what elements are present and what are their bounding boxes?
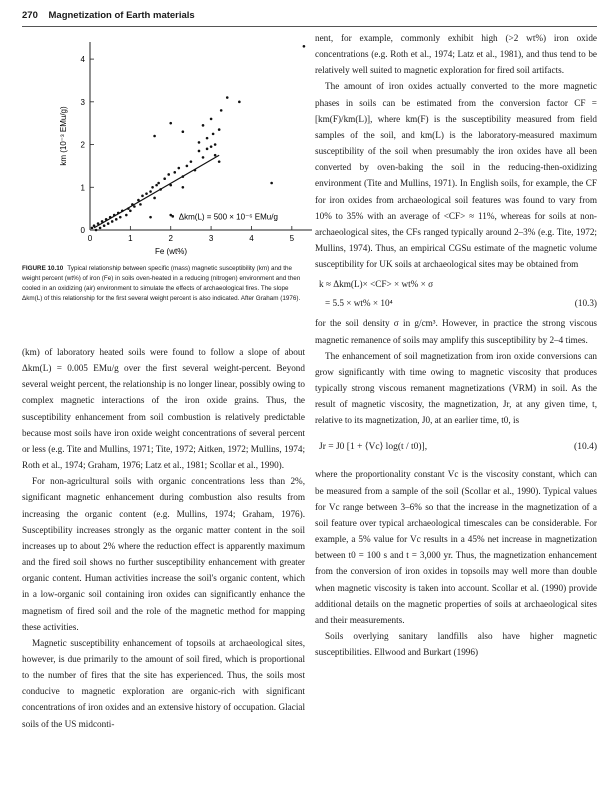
data-point bbox=[139, 203, 142, 206]
x-tick-label: 1 bbox=[128, 234, 133, 243]
data-point bbox=[115, 218, 118, 221]
data-point bbox=[206, 148, 209, 151]
data-point bbox=[214, 143, 217, 146]
data-point bbox=[149, 190, 152, 193]
equation-10-4 bbox=[315, 428, 597, 466]
slope-annotation: Δkm(L) = 500 × 10⁻⁶ EMu/g bbox=[178, 212, 278, 222]
data-point bbox=[119, 216, 122, 219]
equation-line: = 5.5 × wt% × 10⁴ bbox=[325, 298, 393, 309]
paragraph: Soils overlying sanitary landfills also have higher magnetic susceptibilities. Ellwood and Burkart (1996) bbox=[315, 631, 597, 658]
x-axis-label: Fe (wt%) bbox=[155, 247, 187, 256]
data-point bbox=[97, 222, 100, 225]
equation-number: (10.4) bbox=[574, 442, 597, 453]
equation-number: (10.3) bbox=[574, 298, 597, 309]
y-axis-label: km (10⁻³ EMu/g) bbox=[59, 106, 68, 166]
paragraph: where the proportionality constant Vc is the viscosity constant, which can be measured from a sample of the soil (Scollar et al., 1990). Typical values for Vc range between 3–6% so that the increase in the magnetization of a soil feature over typical archaeological timescales can be considerable. For example, a 5% value for Vc results in a 45% net increase in magnetization between t0 = 100 s and t = 3,000 yr. Thus, the magnetization enhancement from the conversion of iron oxides in topsoils may well more than double when magnetic viscosity is taken into account. Scollar et al. (1990) provide additional details on the magnetic properties of soils at archaeological sites and their measurements. bbox=[315, 469, 597, 625]
data-point bbox=[121, 209, 124, 212]
data-point bbox=[238, 101, 241, 104]
equation-line: Jr = J0 [1 + ⟨Vc⟩ log(t / t0)], bbox=[319, 442, 428, 453]
data-point bbox=[107, 222, 110, 225]
x-tick-label: 4 bbox=[249, 234, 254, 243]
paragraph: For non-agricultural soils with organic concentrations less than 2%, significant magnetic enhancement during combustion also results from increasing the organic content (e.g. Mullins, 1974; Graham, 1976). Susceptibility increases strongly as the organic matter content in the soil increases up to about 2% where the reduction effect is apparently maximum and the fired soil shows no further susceptibility enhancement with greater organic content. Human activities increase the soil's organic content, which in a low-organic soil containing iron oxides can significantly enhance the magnetism of fired soil and the role of the magnetic method for mapping these activities. bbox=[22, 476, 305, 632]
data-point bbox=[226, 96, 229, 99]
data-point bbox=[202, 124, 205, 127]
data-point bbox=[173, 171, 176, 174]
data-point bbox=[220, 109, 223, 112]
figure-caption bbox=[22, 264, 305, 304]
data-point bbox=[93, 224, 96, 227]
data-point bbox=[159, 188, 162, 191]
data-point bbox=[182, 186, 185, 189]
paragraph: The amount of iron oxides actually converted to the more magnetic phases in soils can be estimated from the conversion factor CF = [km(F)/km(L)], where km(F) is the susceptibility measured from field samples of the soil, and km(L) is the laboratory-measured maximum susceptibility of the soil when presumably the iron oxides have all been converted by oven-baking the soil in the reducing-then-oxidizing environment (Tite and Mullins, 1971). In English soils, for example, the CF for iron oxides from archaeological soil features was found to vary from 10% to 35% with an average of <CF> ≈ 11%, whereas for soils at non-archaeological sites, the CFs ranged typically around 2–3% (e.g. Tite, 1972; Mullins, 1974). Thus, an empirical CGSu estimate of the magnetic volume susceptibility for UK soils at archaeological sites may be obtained from bbox=[315, 81, 597, 270]
data-point bbox=[101, 220, 104, 223]
data-point bbox=[210, 145, 213, 148]
data-point bbox=[109, 216, 112, 219]
data-point bbox=[178, 167, 181, 170]
x-tick-label: 3 bbox=[208, 234, 214, 243]
data-point bbox=[141, 195, 144, 198]
data-point bbox=[186, 165, 189, 168]
data-point bbox=[133, 205, 136, 208]
data-point bbox=[125, 214, 128, 217]
data-point bbox=[113, 214, 116, 217]
data-point bbox=[105, 218, 108, 221]
data-point bbox=[167, 173, 170, 176]
y-tick-label: 1 bbox=[80, 183, 85, 193]
data-point bbox=[117, 212, 120, 215]
data-point bbox=[103, 224, 106, 227]
data-point bbox=[131, 203, 134, 206]
y-tick-label: 4 bbox=[80, 55, 85, 65]
data-point bbox=[198, 150, 201, 153]
data-point bbox=[206, 137, 209, 140]
data-point bbox=[218, 160, 221, 163]
data-point bbox=[190, 160, 193, 163]
header-rule bbox=[22, 26, 597, 27]
data-point bbox=[95, 229, 98, 232]
page-number: 270 bbox=[22, 10, 38, 21]
data-point bbox=[137, 199, 140, 202]
y-tick-label: 2 bbox=[80, 140, 85, 150]
right-column bbox=[315, 30, 597, 660]
data-point bbox=[157, 182, 160, 185]
data-point bbox=[198, 141, 201, 144]
data-point bbox=[218, 128, 221, 131]
data-point bbox=[151, 186, 154, 189]
data-point bbox=[149, 216, 152, 219]
data-point bbox=[145, 192, 148, 195]
x-tick-label: 2 bbox=[168, 234, 173, 243]
equation-line: k ≈ Δkm(L)× <CF> × wt% × σ bbox=[319, 279, 434, 290]
caption-text: Typical relationship between specific (mass) magnetic susceptibility (km) and the weight percent (wt%) of iron (Fe) in soils oven-heated in a reducing (nitrogen) environment and then cooled in an oxidizing (air) environment to simulate the effects of archaeological fires. The slope Δkm(L) of this relationship for the first several weight percent is also indicated. After Graham (1976). bbox=[22, 265, 301, 302]
data-point bbox=[303, 45, 306, 48]
data-point bbox=[163, 177, 166, 180]
data-point bbox=[182, 130, 185, 133]
data-point bbox=[202, 156, 205, 159]
paragraph: for the soil density σ in g/cm³. However, in practice the strong viscous magnetic remanence of soils may amplify this susceptibility by 2–4 times. bbox=[315, 318, 597, 345]
data-point bbox=[270, 182, 273, 185]
data-point bbox=[212, 133, 215, 136]
paragraph: Magnetic susceptibility enhancement of topsoils at archaeological sites, however, is due primarily to the amount of soil fired, which is proportional to the number of fires that the site has experienced. Thus, the soils most conducive to magnetic exploration are organic-rich with significant concentrations of iron oxides and an extensive history of occupation. Glacial soils of the US midconti- bbox=[22, 637, 305, 729]
y-tick-label: 3 bbox=[80, 97, 85, 107]
scatter-chart bbox=[22, 34, 322, 259]
data-point bbox=[214, 154, 217, 157]
caption-label: FIGURE 10.10 bbox=[22, 265, 64, 272]
paragraph: The enhancement of soil magnetization from iron oxide conversions can grow significantly with time owing to magnetic viscosity that produces typically strong viscous remanent magnetizations (VRM) in soil. As the result of magnetic viscosity, the magnetization, Jr, at any given time, t, relative to its magnetization, J0, at an earlier time, t0, is bbox=[315, 350, 597, 426]
data-point bbox=[153, 197, 156, 200]
running-title: Magnetization of Earth materials bbox=[48, 10, 195, 21]
data-point bbox=[153, 135, 156, 138]
data-point bbox=[111, 220, 114, 223]
data-point bbox=[99, 227, 102, 230]
x-tick-label: 0 bbox=[87, 234, 93, 243]
data-point bbox=[91, 227, 94, 230]
paragraph: nent, for example, commonly exhibit high (>2 wt%) iron oxide concentrations (e.g. Roth et al., 1974; Latz et al., 1981), and thus tend to be relatively well suited to magnetic exploration for fired soil artifacts. bbox=[315, 33, 597, 76]
equation-10-3 bbox=[315, 276, 597, 311]
data-point bbox=[182, 175, 185, 178]
data-point bbox=[155, 184, 158, 187]
annotation-marker bbox=[171, 215, 174, 218]
data-point bbox=[194, 169, 197, 172]
y-tick-label: 0 bbox=[80, 226, 85, 235]
x-tick-label: 5 bbox=[289, 234, 295, 243]
left-column bbox=[22, 344, 305, 732]
data-point bbox=[129, 209, 132, 212]
running-header bbox=[22, 10, 597, 26]
paragraph: (km) of laboratory heated soils were found to follow a slope of about Δkm(L) = 0.005 EMu/g over the first several weight-percent. Beyond several weight percent, the relationship is no longer linear, possibly owing to complex magnetic interactions of the iron oxide grains. Thus, the susceptibility enhancement from soil combustion is relatively predictable because most soils have iron oxide weight concentrations of several percent or less (e.g. Tite and Mullins, 1971; Tite, 1972; Aitken, 1972; Mullins, 1974; Roth et al., 1974; Graham, 1976; Latz et al., 1981; Scollar et al., 1990). bbox=[22, 347, 305, 471]
data-point bbox=[210, 118, 213, 121]
data-point bbox=[127, 207, 130, 210]
data-point bbox=[169, 122, 172, 125]
data-point bbox=[169, 184, 172, 187]
